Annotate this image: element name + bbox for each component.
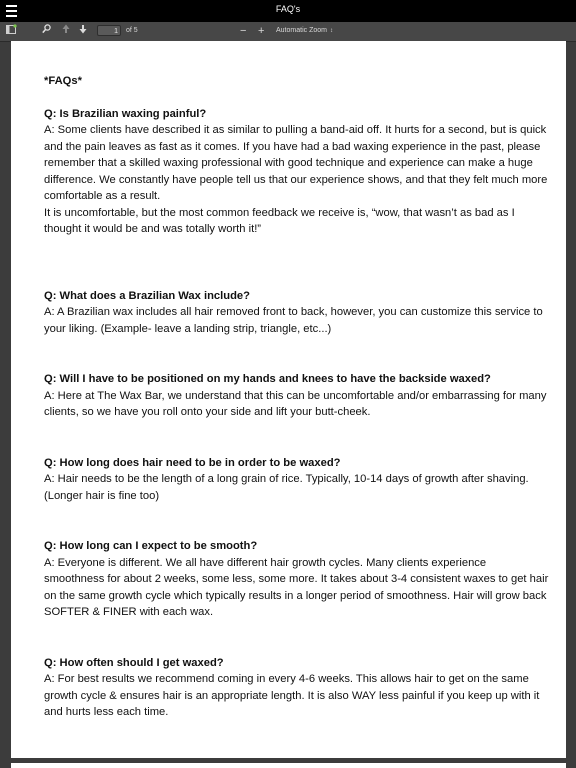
faq-question: Q: Is Brazilian waxing painful? <box>44 107 207 120</box>
faq-answer: A: Everyone is different. We all have different hair growth cycles. Many clients experience smoothness for about 2 weeks, some less, some more. It takes about 3-4 consistent waxes to get hair on the same growth cycle which typically results in a longer period of smoothness. Hair will grow back SOFTER & FINER with each wax. <box>44 556 549 618</box>
chevron-updown-icon: ↕ <box>329 28 333 34</box>
faq-answer: A: Some clients have described it as similar to pulling a band-aid off. It hurts for a second, but is quick and the pain leaves as fast as it comes. If you have had a bad waxing experience in the past, please remember that a skilled waxing professional with good technique and experience can make a huge difference. We constantly have people tell us that our experience shows, and that they felt much more comfortable as a result. It is uncomfortable, but the most common feedback we receive is, “wow, that wasn’t as bad as I thought it would be and was totally worth it!” <box>44 124 548 235</box>
window-title: FAQ's <box>275 4 301 14</box>
pdf-page <box>11 41 566 758</box>
page-count-label: of 5 <box>126 27 138 34</box>
zoom-in-button[interactable]: + <box>258 25 265 37</box>
faq-item <box>44 371 549 421</box>
faq-question: Q: How long does hair need to be in order to be waxed? <box>44 456 341 469</box>
document-heading: *FAQs* <box>44 75 82 87</box>
page-number-input[interactable]: 1 <box>97 25 121 36</box>
faq-question: Q: How long can I expect to be smooth? <box>44 540 258 552</box>
title-bar <box>0 0 576 22</box>
search-icon[interactable] <box>42 24 52 38</box>
next-page-icon[interactable] <box>79 24 87 38</box>
next-pdf-page <box>11 763 566 768</box>
faq-item <box>44 288 549 338</box>
faq-item <box>44 455 549 505</box>
faq-answer: A: A Brazilian wax includes all hair removed front to back, however, you can customize this service to your liking. (Example- leave a landing strip, triangle, etc...) <box>44 306 543 335</box>
faq-answer: A: Hair needs to be the length of a long grain of rice. Typically, 10-14 days of growth after shaving. (Longer hair is fine too) <box>44 473 529 502</box>
faq-answer: A: For best results we recommend coming in every 4-6 weeks. This allows hair to get on the same growth cycle & ensures hair is an appropriate length. It is also WAY less painful if you keep up with it and hurts less each time. <box>44 673 540 718</box>
faq-question: Q: How often should I get waxed? <box>44 656 224 669</box>
sidebar-toggle-icon[interactable] <box>6 24 18 38</box>
zoom-select[interactable] <box>276 24 333 38</box>
previous-page-icon[interactable] <box>62 24 70 38</box>
faq-item <box>44 538 549 621</box>
faq-item <box>44 106 549 238</box>
pdf-toolbar <box>0 22 576 42</box>
zoom-out-button[interactable]: − <box>240 25 247 37</box>
document-content <box>44 73 549 721</box>
faq-item <box>44 655 549 721</box>
faq-answer: A: Here at The Wax Bar, we understand that this can be uncomfortable and/or embarrassing for many clients, so we have you roll onto your side and lift your butt-cheek. <box>44 389 547 418</box>
faq-question: Q: What does a Brazilian Wax include? <box>44 289 250 302</box>
zoom-select-label: Automatic Zoom <box>276 27 327 34</box>
faq-question: Q: Will I have to be positioned on my hands and knees to have the backside waxed? <box>44 373 491 385</box>
